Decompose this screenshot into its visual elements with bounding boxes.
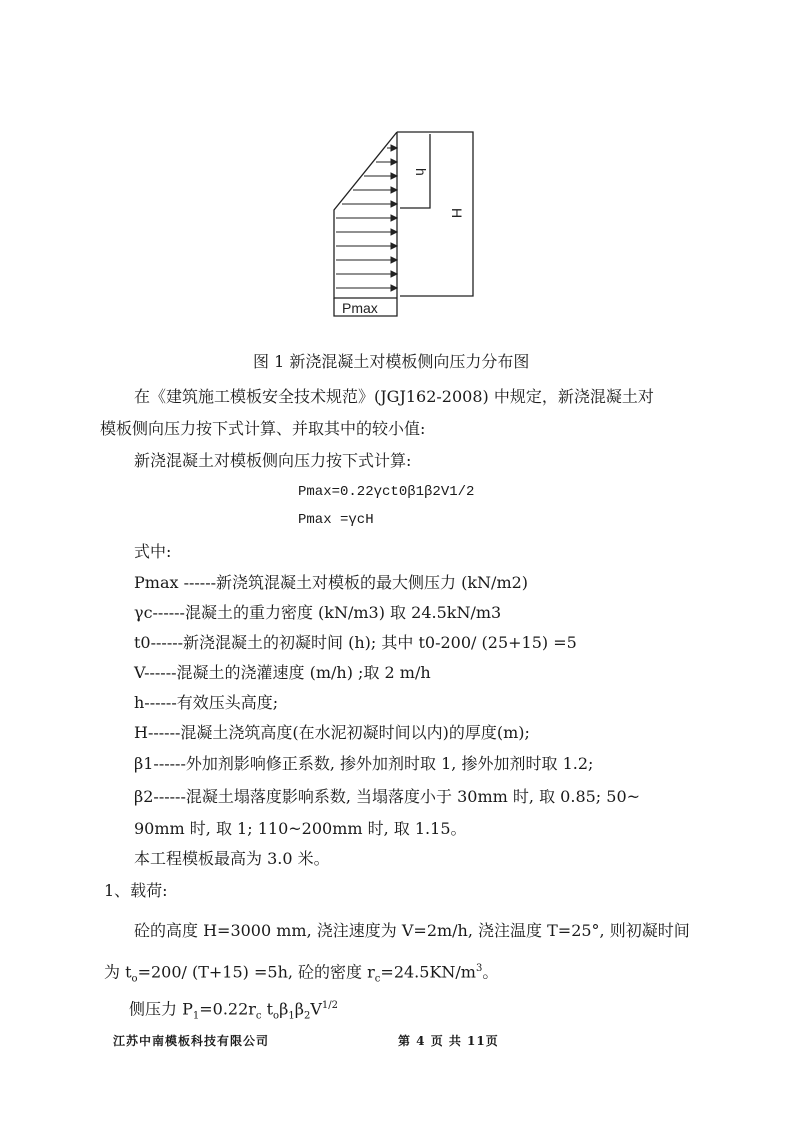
footer-company: 江苏中南模板科技有限公司 [113, 1034, 270, 1048]
def-t0: t0------新浇混凝土的初凝时间 (h); 其中 t0-200/ (25+15) =5 [134, 633, 577, 652]
def-H: H------混凝土浇筑高度(在水泥初凝时间以内)的厚度(m); [134, 723, 530, 742]
def-beta2-line-2: 90mm 时, 取 1; 110~200mm 时, 取 1.15。 [134, 819, 467, 838]
intro-line-1: 在《建筑施工模板安全技术规范》(JGJ162-2008) 中规定，新浇混凝土对 [134, 387, 654, 406]
intro-line-3: 新浇混凝土对模板侧向压力按下式计算: [134, 451, 412, 470]
pressure-arrows [336, 145, 397, 291]
intro-line-2: 模板侧向压力按下式计算、并取其中的较小值: [100, 419, 426, 438]
label-H: H [449, 208, 465, 219]
footer-page-number: 第 4 页 共 11页 [398, 1034, 499, 1048]
def-v: V------混凝土的浇灌速度 (m/h) ;取 2 m/h [134, 663, 431, 682]
formula-2: Pmax =γcH [298, 512, 374, 528]
label-pmax: Pmax [342, 300, 378, 316]
section-heading-loads: 1、载荷: [104, 881, 168, 900]
figure-caption: 图 1 新浇混凝土对模板侧向压力分布图 [253, 352, 530, 371]
def-pmax: Pmax ------新浇筑混凝土对模板的最大侧压力 (kN/m2) [134, 573, 529, 592]
pressure-outline [334, 132, 397, 298]
def-h: h------有效压头高度; [134, 693, 279, 712]
section-para-1-line-1: 砼的高度 H=3000 mm, 浇注速度为 V=2m/h, 浇注温度 T=25°, 则初凝时间 [134, 921, 690, 940]
section-para-1-line-2: 为 $t_o=200/$ (T+15) =5h, 砼的密度 $r_c=24.5KN/m^3$。 [104, 962, 499, 985]
def-gamma-c: γc------混凝土的重力密度 (kN/m3) 取 24.5kN/m3 [134, 603, 502, 622]
pressure-distribution-diagram [300, 118, 490, 323]
formula-1: Pmax=0.22γct0β1β2V1/2 [298, 484, 475, 500]
definitions-heading: 式中: [134, 542, 172, 561]
def-beta2-line-1: β2------混凝土塌落度影响系数, 当塌落度小于 30mm 时, 取 0.85; 50~ [134, 787, 641, 806]
def-beta1: β1------外加剂影响修正系数, 掺外加剂时取 1, 掺外加剂时取 1.2; [134, 754, 594, 773]
max-height-note: 本工程模板最高为 3.0 米。 [134, 849, 330, 868]
label-h: h [413, 168, 429, 176]
lateral-pressure-formula: 侧压力 $P_1=0.22r_c$ $t_o\beta_1\beta_2V^{1/2}$ [129, 999, 338, 1022]
